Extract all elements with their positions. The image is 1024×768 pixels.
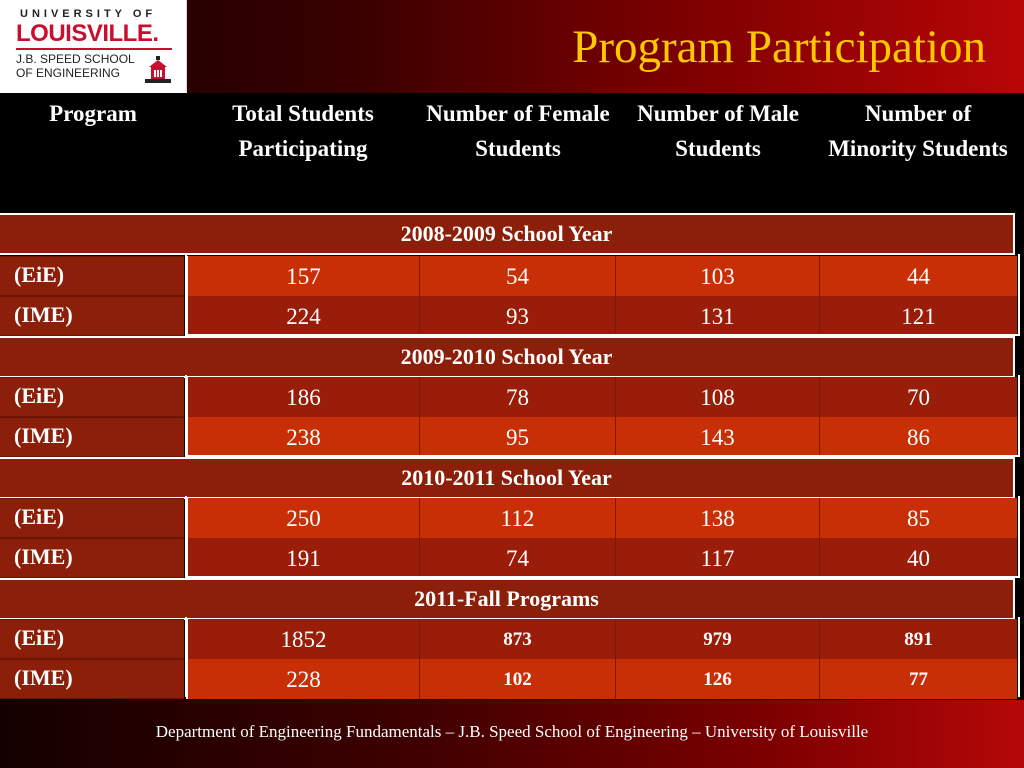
program-label: (IME): [0, 538, 184, 578]
female-students-cell: 54: [420, 256, 616, 296]
total-students-cell: 191: [188, 538, 420, 578]
total-students-cell: 186: [188, 377, 420, 417]
male-students-cell: 117: [616, 538, 820, 578]
male-students-cell: 131: [616, 296, 820, 336]
table-row: [0, 256, 1017, 296]
row-values: [186, 538, 1017, 578]
program-label: (EiE): [0, 619, 184, 659]
section-heading: [0, 336, 1015, 378]
total-students-cell: 157: [188, 256, 420, 296]
section-heading: [0, 578, 1015, 620]
total-students-cell: 228: [188, 659, 420, 699]
program-label: (IME): [0, 417, 184, 457]
column-header-total-students: Total Students Participating: [232, 101, 374, 161]
total-students-cell: 224: [188, 296, 420, 336]
minority-students-cell: 77: [909, 669, 928, 690]
table-row: [0, 417, 1017, 457]
logo-rule: [16, 48, 172, 50]
female-students-cell: 102: [420, 659, 616, 699]
building-icon: [143, 55, 173, 85]
table-row: [0, 659, 1017, 699]
male-students-cell: 108: [616, 377, 820, 417]
minority-students-cell: 891: [904, 629, 933, 650]
table-row: [0, 377, 1017, 417]
female-students-cell: 74: [420, 538, 616, 578]
program-label: (EiE): [0, 377, 184, 417]
female-students-cell: 93: [420, 296, 616, 336]
logo-louisville: LOUISVILLE.: [16, 20, 159, 47]
minority-students-cell: 70: [907, 385, 930, 410]
section-heading-text: 2011-Fall Programs: [414, 586, 599, 611]
male-students-cell: 979: [616, 619, 820, 659]
male-students-cell: 143: [616, 417, 820, 457]
participation-table: [0, 213, 1017, 700]
table-row: [0, 296, 1017, 336]
section-heading-text: 2009-2010 School Year: [400, 344, 613, 369]
table-row: [0, 498, 1017, 538]
university-logo: [0, 0, 187, 93]
row-values: [186, 296, 1017, 336]
female-students-cell: 873: [420, 619, 616, 659]
male-students-cell: 138: [616, 498, 820, 538]
minority-students-cell: 40: [907, 546, 930, 571]
section-heading: [0, 213, 1015, 255]
program-label: (EiE): [0, 256, 184, 296]
footer-text: Department of Engineering Fundamentals – J.B. Speed School of Engineering – University of Louisville: [155, 722, 869, 741]
section-heading: [0, 457, 1015, 499]
female-students-cell: 95: [420, 417, 616, 457]
table-row: [0, 619, 1017, 659]
column-header-male-students: Number of Male Students: [637, 101, 799, 161]
logo-school-line2: OF ENGINEERING: [16, 66, 121, 80]
slide-title: Program Participation: [572, 21, 986, 73]
logo-university-of: UNIVERSITY OF: [20, 8, 157, 20]
minority-students-cell: 121: [901, 304, 936, 329]
male-students-cell: 126: [616, 659, 820, 699]
row-values: [186, 498, 1017, 538]
program-label: (EiE): [0, 498, 184, 538]
logo-school-name: [16, 52, 135, 80]
program-label: (IME): [0, 296, 184, 336]
minority-students-cell: 85: [907, 506, 930, 531]
program-label: (IME): [0, 659, 184, 699]
column-header-female-students: Number of Female Students: [426, 101, 610, 161]
column-header-program: Program: [49, 101, 137, 126]
minority-students-cell: 44: [907, 264, 930, 289]
column-header-minority-students: Number of Minority Students: [828, 101, 1008, 161]
total-students-cell: 238: [188, 417, 420, 457]
row-values: [186, 619, 1017, 659]
slide-footer: [0, 700, 1024, 768]
female-students-cell: 112: [420, 498, 616, 538]
female-students-cell: 78: [420, 377, 616, 417]
section-heading-text: 2010-2011 School Year: [401, 465, 612, 490]
male-students-cell: 103: [616, 256, 820, 296]
logo-school-line1: J.B. SPEED SCHOOL: [16, 52, 135, 66]
row-values: [186, 417, 1017, 457]
row-values: [186, 659, 1017, 699]
total-students-cell: 1852: [188, 619, 420, 659]
row-values: [186, 377, 1017, 417]
table-row: [0, 538, 1017, 578]
slide-header: [0, 0, 1024, 93]
total-students-cell: 250: [188, 498, 420, 538]
minority-students-cell: 86: [907, 425, 930, 450]
section-heading-text: 2008-2009 School Year: [400, 221, 613, 246]
row-values: [186, 256, 1017, 296]
